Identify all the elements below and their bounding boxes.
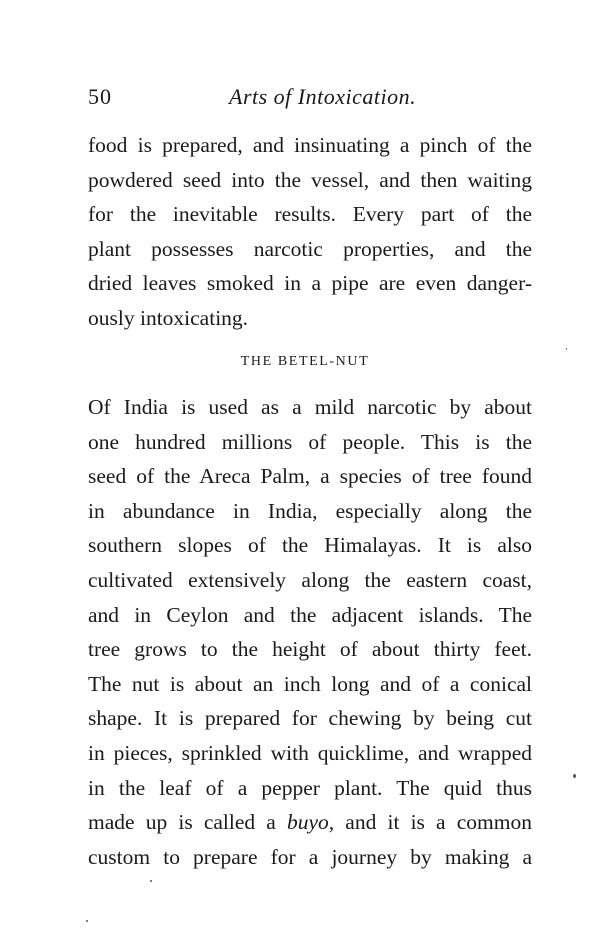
text-line: ously intoxicating.	[88, 305, 249, 330]
text-line: plant possesses narcotic properties, and the	[88, 236, 532, 261]
ink-speck	[573, 774, 576, 778]
paragraph-betel-nut	[88, 390, 532, 874]
page-header	[88, 84, 538, 114]
text-line: southern slopes of the Himalayas. It is also	[88, 533, 532, 558]
text-line: dried leaves smoked in a pipe are even danger-	[88, 271, 532, 296]
text-segment: made up is called a	[88, 810, 287, 835]
text-line: in abundance in India, especially along the	[88, 498, 532, 523]
text-line: cultivated extensively along the eastern coast,	[88, 567, 532, 592]
text-line: and in Ceylon and the adjacent islands. The	[88, 602, 532, 627]
text-line: shape. It is prepared for chewing by being cut	[88, 706, 532, 731]
text-line: The nut is about an inch long and of a conical	[88, 671, 532, 696]
text-line: one hundred millions of people. This is the	[88, 429, 532, 454]
text-line: for the inevitable results. Every part of the	[88, 202, 532, 227]
text-line: powdered seed into the vessel, and then waiting	[88, 167, 532, 192]
page-number: 50	[88, 84, 112, 109]
running-title: Arts of Intoxication.	[229, 84, 417, 109]
text-line: tree grows to the height of about thirty feet.	[88, 637, 532, 662]
italic-term: buyo,	[286, 810, 335, 835]
text-line: food is prepared, and insinuating a pinch of the	[88, 133, 532, 157]
text-line: Of India is used as a mild narcotic by about	[88, 395, 532, 419]
text-line-with-italic	[88, 805, 532, 840]
text-line: seed of the Areca Palm, a species of tree found	[88, 464, 532, 489]
text-segment: and it is a common	[334, 810, 532, 835]
text-line: in pieces, sprinkled with quicklime, and wrapped	[88, 740, 532, 765]
text-line: in the leaf of a pepper plant. The quid thus	[88, 775, 532, 800]
section-heading: THE BETEL-NUT	[240, 354, 370, 369]
ink-speck	[86, 920, 88, 922]
paragraph-continued	[88, 128, 532, 336]
ink-speck	[566, 348, 567, 350]
ink-speck	[150, 880, 152, 882]
text-line: custom to prepare for a journey by making a	[88, 844, 532, 869]
